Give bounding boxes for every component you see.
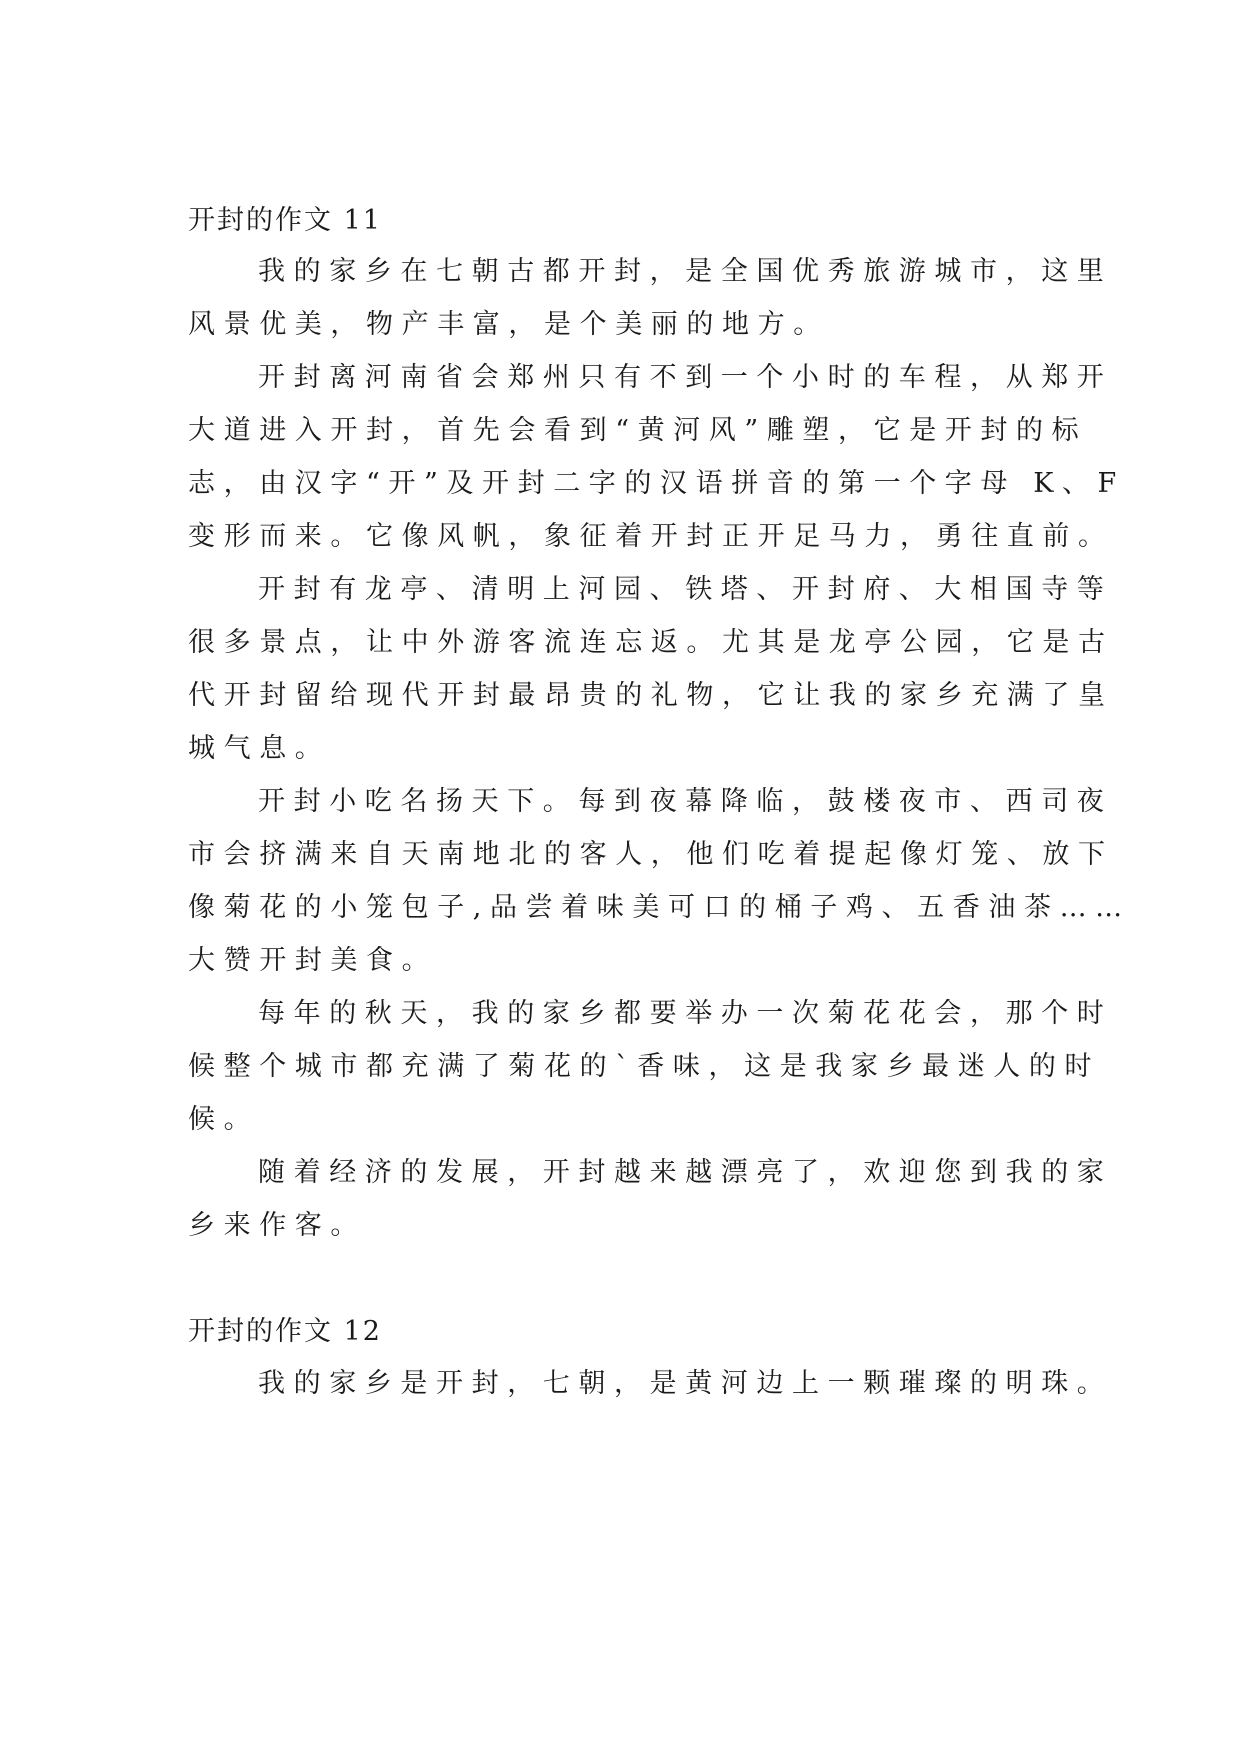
paragraph-line: 志，由汉字“开”及开封二字的汉语拼音的第一个字母 K、F <box>188 468 1125 499</box>
paragraph-line: 开封离河南省会郑州只有不到一个小时的车程，从郑开 <box>258 362 1113 393</box>
paragraph-line: 候整个城市都充满了菊花的`香味，这是我家乡最迷人的时 <box>188 1051 1101 1082</box>
paragraph-line: 乡来作客。 <box>188 1210 366 1241</box>
paragraph-line: 大道进入开封，首先会看到“黄河风”雕塑，它是开封的标 <box>188 415 1088 446</box>
paragraph-line: 我的家乡是开封，七朝，是黄河边上一颗璀璨的明珠。 <box>258 1368 1113 1399</box>
paragraph-line: 变形而来。它像风帆，象征着开封正开足马力，勇往直前。 <box>188 521 1114 552</box>
paragraph-line: 很多景点，让中外游客流连忘返。尤其是龙亭公园，它是古 <box>188 627 1114 658</box>
paragraph-line: 风景优美，物产丰富，是个美丽的地方。 <box>188 309 829 340</box>
section-title: 开封的作文 12 <box>188 1316 382 1347</box>
section-title: 开封的作文 11 <box>188 205 382 236</box>
paragraph-line: 我的家乡在七朝古都开封，是全国优秀旅游城市，这里 <box>258 256 1113 287</box>
paragraph-line: 像菊花的小笼包子,品尝着味美可口的桶子鸡、五香油茶…… <box>188 892 1131 923</box>
paragraph-line: 每年的秋天，我的家乡都要举办一次菊花花会，那个时 <box>258 998 1113 1029</box>
paragraph-line: 开封小吃名扬天下。每到夜幕降临，鼓楼夜市、西司夜 <box>258 786 1113 817</box>
paragraph-line: 城气息。 <box>188 733 331 764</box>
paragraph-line: 开封有龙亭、清明上河园、铁塔、开封府、大相国寺等 <box>258 574 1113 605</box>
paragraph-line: 代开封留给现代开封最昂贵的礼物，它让我的家乡充满了皇 <box>188 680 1114 711</box>
paragraph-line: 随着经济的发展，开封越来越漂亮了，欢迎您到我的家 <box>258 1157 1113 1188</box>
paragraph-line: 市会挤满来自天南地北的客人，他们吃着提起像灯笼、放下 <box>188 839 1114 870</box>
paragraph-line: 候。 <box>188 1104 260 1135</box>
paragraph-line: 大赞开封美食。 <box>188 945 438 976</box>
